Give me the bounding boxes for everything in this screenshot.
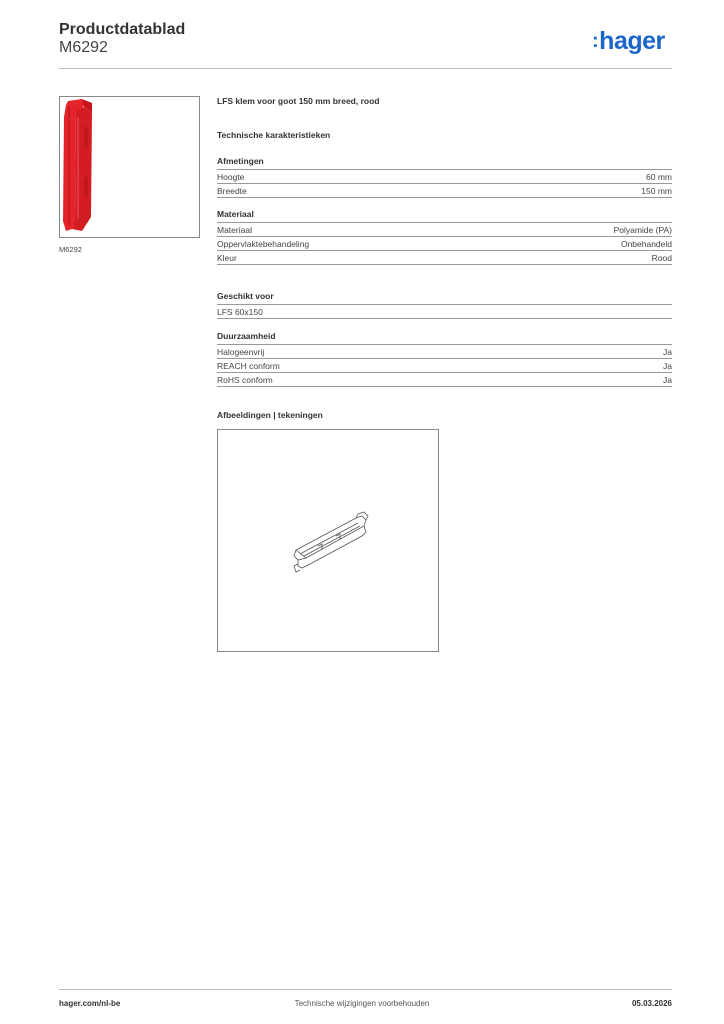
spec-label: RoHS conform	[217, 375, 273, 385]
disclaimer-text: Technische wijzigingen voorbehouden	[294, 999, 430, 1008]
spec-value: Ja	[663, 361, 672, 371]
clip-line-drawing	[218, 430, 438, 651]
spec-row	[217, 359, 672, 373]
section-heading: Geschikt voor	[217, 290, 672, 305]
section-afmetingen	[217, 155, 672, 198]
page-title: Productdatablad	[59, 21, 186, 38]
product-code: M6292	[59, 39, 108, 56]
product-thumbnail	[59, 96, 200, 238]
hager-logo[interactable]	[592, 27, 665, 56]
spec-row	[217, 170, 672, 184]
logo-text: hager	[599, 27, 665, 55]
footer-divider	[59, 989, 672, 990]
logo-colon-mark: :	[592, 30, 599, 52]
spec-value: Ja	[663, 347, 672, 357]
images-heading: Afbeeldingen | tekeningen	[217, 410, 323, 420]
spec-label: Breedte	[217, 186, 247, 196]
spec-row	[217, 251, 672, 265]
section-heading: Afmetingen	[217, 155, 672, 170]
section-duurzaamheid	[217, 330, 672, 387]
spec-row	[217, 223, 672, 237]
spec-label: REACH conform	[217, 361, 280, 371]
spec-value: 150 mm	[641, 186, 672, 196]
spec-row	[217, 184, 672, 198]
red-clip-image	[60, 97, 199, 237]
spec-row	[217, 373, 672, 387]
spec-label: Halogeenvrij	[217, 347, 265, 357]
spec-label: Oppervlaktebehandeling	[217, 239, 310, 249]
website-link[interactable]: hager.com/nl-be	[59, 999, 121, 1008]
section-heading: Duurzaamheid	[217, 330, 672, 345]
product-description: LFS klem voor goot 150 mm breed, rood	[217, 96, 380, 106]
spec-label: Materiaal	[217, 225, 252, 235]
section-geschikt-voor	[217, 290, 672, 319]
spec-value: Rood	[651, 253, 672, 263]
section-materiaal	[217, 208, 672, 265]
spec-value: Polyamide (PA)	[613, 225, 672, 235]
header-divider	[59, 68, 672, 69]
spec-value: Onbehandeld	[620, 239, 672, 249]
document-date: 05.03.2026	[631, 999, 672, 1008]
spec-row	[217, 345, 672, 359]
section-heading: Materiaal	[217, 208, 672, 223]
spec-label: Kleur	[217, 253, 237, 263]
spec-label: LFS 60x150	[217, 307, 263, 317]
spec-row	[217, 305, 672, 319]
thumbnail-caption: M6292	[59, 245, 82, 254]
spec-row	[217, 237, 672, 251]
technical-characteristics-heading: Technische karakteristieken	[217, 130, 331, 140]
technical-drawing-frame	[217, 429, 439, 652]
spec-value: Ja	[663, 375, 672, 385]
spec-value: 60 mm	[646, 172, 672, 182]
spec-label: Hoogte	[217, 172, 245, 182]
